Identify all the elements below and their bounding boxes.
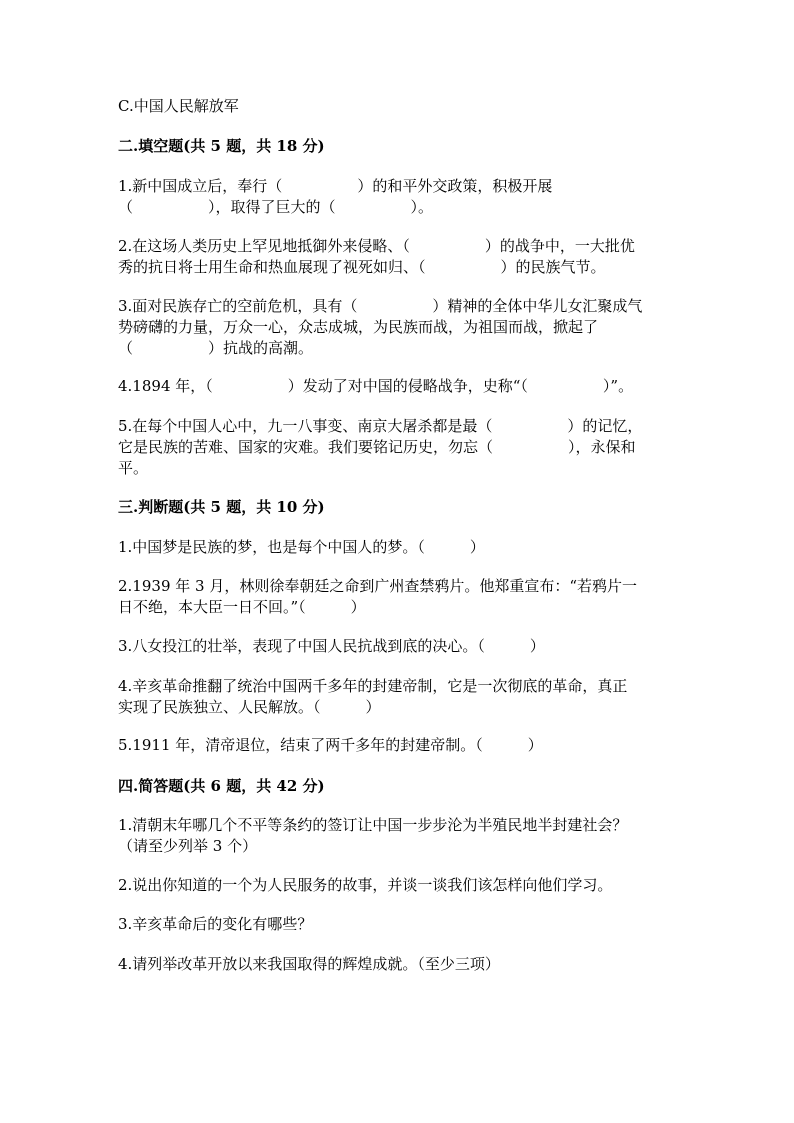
- option-c-text: C.中国人民解放军: [118, 97, 239, 115]
- question-line: 4.请列举改革开放以来我国取得的辉煌成就。（至少三项）: [118, 955, 500, 973]
- question-line: 秀的抗日将士用生命和热血展现了视死如归、（ ）的民族气节。: [118, 258, 606, 276]
- s3-question-2: [118, 576, 678, 618]
- s3-question-4: [118, 676, 678, 718]
- question-line: 1.中国梦是民族的梦，也是每个中国人的梦。（ ）: [118, 538, 485, 556]
- s4-question-2: [118, 875, 678, 896]
- question-line: 2.说出你知道的一个为人民服务的故事，并谈一谈我们该怎样向他们学习。: [118, 876, 613, 894]
- s3-question-5: [118, 735, 678, 756]
- s2-question-4: [118, 376, 678, 397]
- question-line: 3.辛亥革命后的变化有哪些？: [118, 915, 313, 933]
- question-line: （请至少列举 3 个）: [118, 837, 258, 855]
- s4-question-3: [118, 914, 678, 935]
- question-line: 2.在这场人类历史上罕见地抵御外来侵略、（ ）的战争中，一大批优: [118, 237, 635, 255]
- section3-heading: 三.判断题(共 5 题，共 10 分): [118, 498, 325, 516]
- question-line: 日不绝，本大臣一日不回。”（ ）: [118, 598, 366, 616]
- question-line: 势磅礴的力量，万众一心，众志成城，为民族而战，为祖国而战，掀起了: [118, 318, 599, 336]
- question-line: 5.在每个中国人心中，九一八事变、南京大屠杀都是最（ ）的记忆，: [118, 417, 643, 435]
- question-line: 实现了民族独立、人民解放。（ ）: [118, 698, 381, 716]
- s3-question-1: [118, 537, 678, 558]
- s3-question-3: [118, 636, 678, 657]
- s2-question-3: [118, 296, 678, 359]
- s4-question-4: [118, 954, 678, 975]
- s2-question-2: [118, 236, 678, 278]
- question-line: 2.1939 年 3 月，林则徐奉朝廷之命到广州查禁鸦片。他郑重宣布：“若鸦片一: [118, 577, 638, 595]
- question-line: 4.1894 年，（ ）发动了对中国的侵略战争，史称“（ ）”。: [118, 377, 634, 395]
- question-line: 4.辛亥革命推翻了统治中国两千多年的封建帝制，它是一次彻底的革命，真正: [118, 677, 628, 695]
- s4-question-1: [118, 815, 678, 857]
- question-line: （ ）抗战的高潮。: [118, 339, 314, 357]
- question-line: 平。: [118, 459, 149, 477]
- section4-heading: 四.简答题(共 6 题，共 42 分): [118, 777, 325, 795]
- question-line: 1.新中国成立后，奉行（ ）的和平外交政策，积极开展: [118, 177, 553, 195]
- question-line: 1.清朝末年哪几个不平等条约的签订让中国一步步沦为半殖民地半封建社会？: [118, 816, 628, 834]
- s2-question-5: [118, 416, 678, 479]
- option-c: [118, 96, 678, 117]
- question-line: （ ），取得了巨大的（ ）。: [118, 198, 434, 216]
- s2-question-1: [118, 176, 678, 218]
- question-line: 3.面对民族存亡的空前危机，具有（ ）精神的全体中华儿女汇聚成气: [118, 297, 643, 315]
- question-line: 它是民族的苦难、国家的灾难。我们要铭记历史，勿忘（ ），永保和: [118, 438, 636, 456]
- question-line: 3.八女投江的壮举，表现了中国人民抗战到底的决心。（ ）: [118, 637, 545, 655]
- section2-heading: 二.填空题(共 5 题，共 18 分): [118, 137, 325, 155]
- question-line: 5.1911 年，清帝退位，结束了两千多年的封建帝制。（ ）: [118, 736, 543, 754]
